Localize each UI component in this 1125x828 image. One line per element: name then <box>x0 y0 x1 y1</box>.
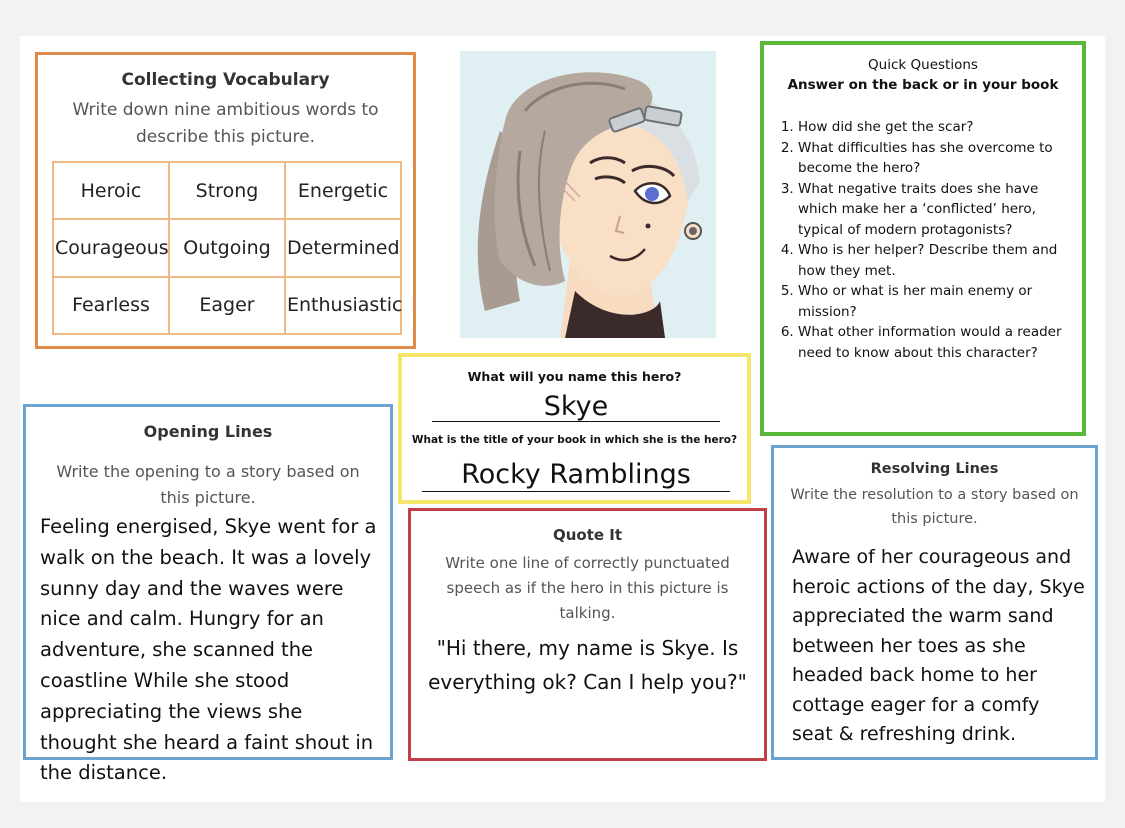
resolving-lines-text[interactable]: Aware of her courageous and heroic actions of the day, Skye appreciated the warm sand between her toes as she headed back home to her cottage eager for a comfy seat & refreshing drink. <box>792 546 1085 745</box>
opening-lines-description: Write the opening to a story based on this picture. <box>56 462 360 507</box>
list-item: 5. Who or what is her main enemy or mission? <box>798 281 1074 322</box>
quote-it-description: Write one line of correctly punctuated speech as if the hero in this picture is talking. <box>445 554 730 622</box>
vocabulary-table <box>52 161 402 335</box>
list-item: 2. What difficulties has she overcome to become the hero? <box>798 138 1074 179</box>
resolving-lines-panel <box>771 445 1098 760</box>
quote-it-title: Quote It <box>552 526 623 544</box>
list-item: 6. What other information would a reader need to know about this character? <box>798 322 1074 363</box>
table-row <box>53 277 401 334</box>
quick-questions-title: Quick Questions <box>868 57 978 73</box>
vocabulary-word: Determined <box>285 219 401 276</box>
quick-questions-list <box>772 117 1074 363</box>
hero-name-question: What will you name this hero? <box>467 369 682 384</box>
vocabulary-word: Strong <box>169 162 285 219</box>
hero-character-illustration <box>460 51 716 338</box>
vocabulary-word: Heroic <box>53 162 169 219</box>
vocabulary-word: Enthusiastic <box>285 277 401 334</box>
vocabulary-word: Eager <box>169 277 285 334</box>
list-item: 4. Who is her helper? Describe them and how they met. <box>798 240 1074 281</box>
quick-questions-subtitle: Answer on the back or in your book <box>787 77 1059 93</box>
vocabulary-title: Collecting Vocabulary <box>121 70 330 90</box>
opening-lines-title: Opening Lines <box>143 422 273 441</box>
hero-name-answer[interactable]: Skye <box>432 389 720 422</box>
list-item: 1. How did she get the scar? <box>798 117 1074 138</box>
collecting-vocabulary-panel <box>35 52 416 349</box>
hero-portrait-icon <box>460 51 716 338</box>
vocabulary-word: Outgoing <box>169 219 285 276</box>
hero-naming-panel <box>398 353 751 504</box>
vocabulary-word: Courageous <box>53 219 169 276</box>
vocabulary-description: Write down nine ambitious words to describe this picture. <box>72 100 379 147</box>
vocabulary-word: Energetic <box>285 162 401 219</box>
list-item: 3. What negative traits does she have which make her a ‘conflicted’ hero, typical of modern protagonists? <box>798 179 1074 241</box>
book-title-answer[interactable]: Rocky Ramblings <box>422 457 730 492</box>
table-row <box>53 219 401 276</box>
quote-it-text[interactable]: "Hi there, my name is Skye. Is everything ok? Can I help you?" <box>428 636 747 694</box>
resolving-lines-description: Write the resolution to a story based on this picture. <box>790 487 1079 527</box>
resolving-lines-title: Resolving Lines <box>870 461 999 477</box>
table-row <box>53 162 401 219</box>
book-title-question: What is the title of your book in which she is the hero? <box>411 434 738 446</box>
opening-lines-text[interactable]: Feeling energised, Skye went for a walk on the beach. It was a lovely sunny day and the waves were nice and calm. Hungry for an adventure, she scanned the coastline While she stood appreciating the views she thought she heard a faint shout in the distance. <box>40 515 377 785</box>
quick-questions-panel <box>760 41 1086 436</box>
quote-it-panel <box>408 508 767 761</box>
opening-lines-panel <box>23 404 393 785</box>
vocabulary-word: Fearless <box>53 277 169 334</box>
